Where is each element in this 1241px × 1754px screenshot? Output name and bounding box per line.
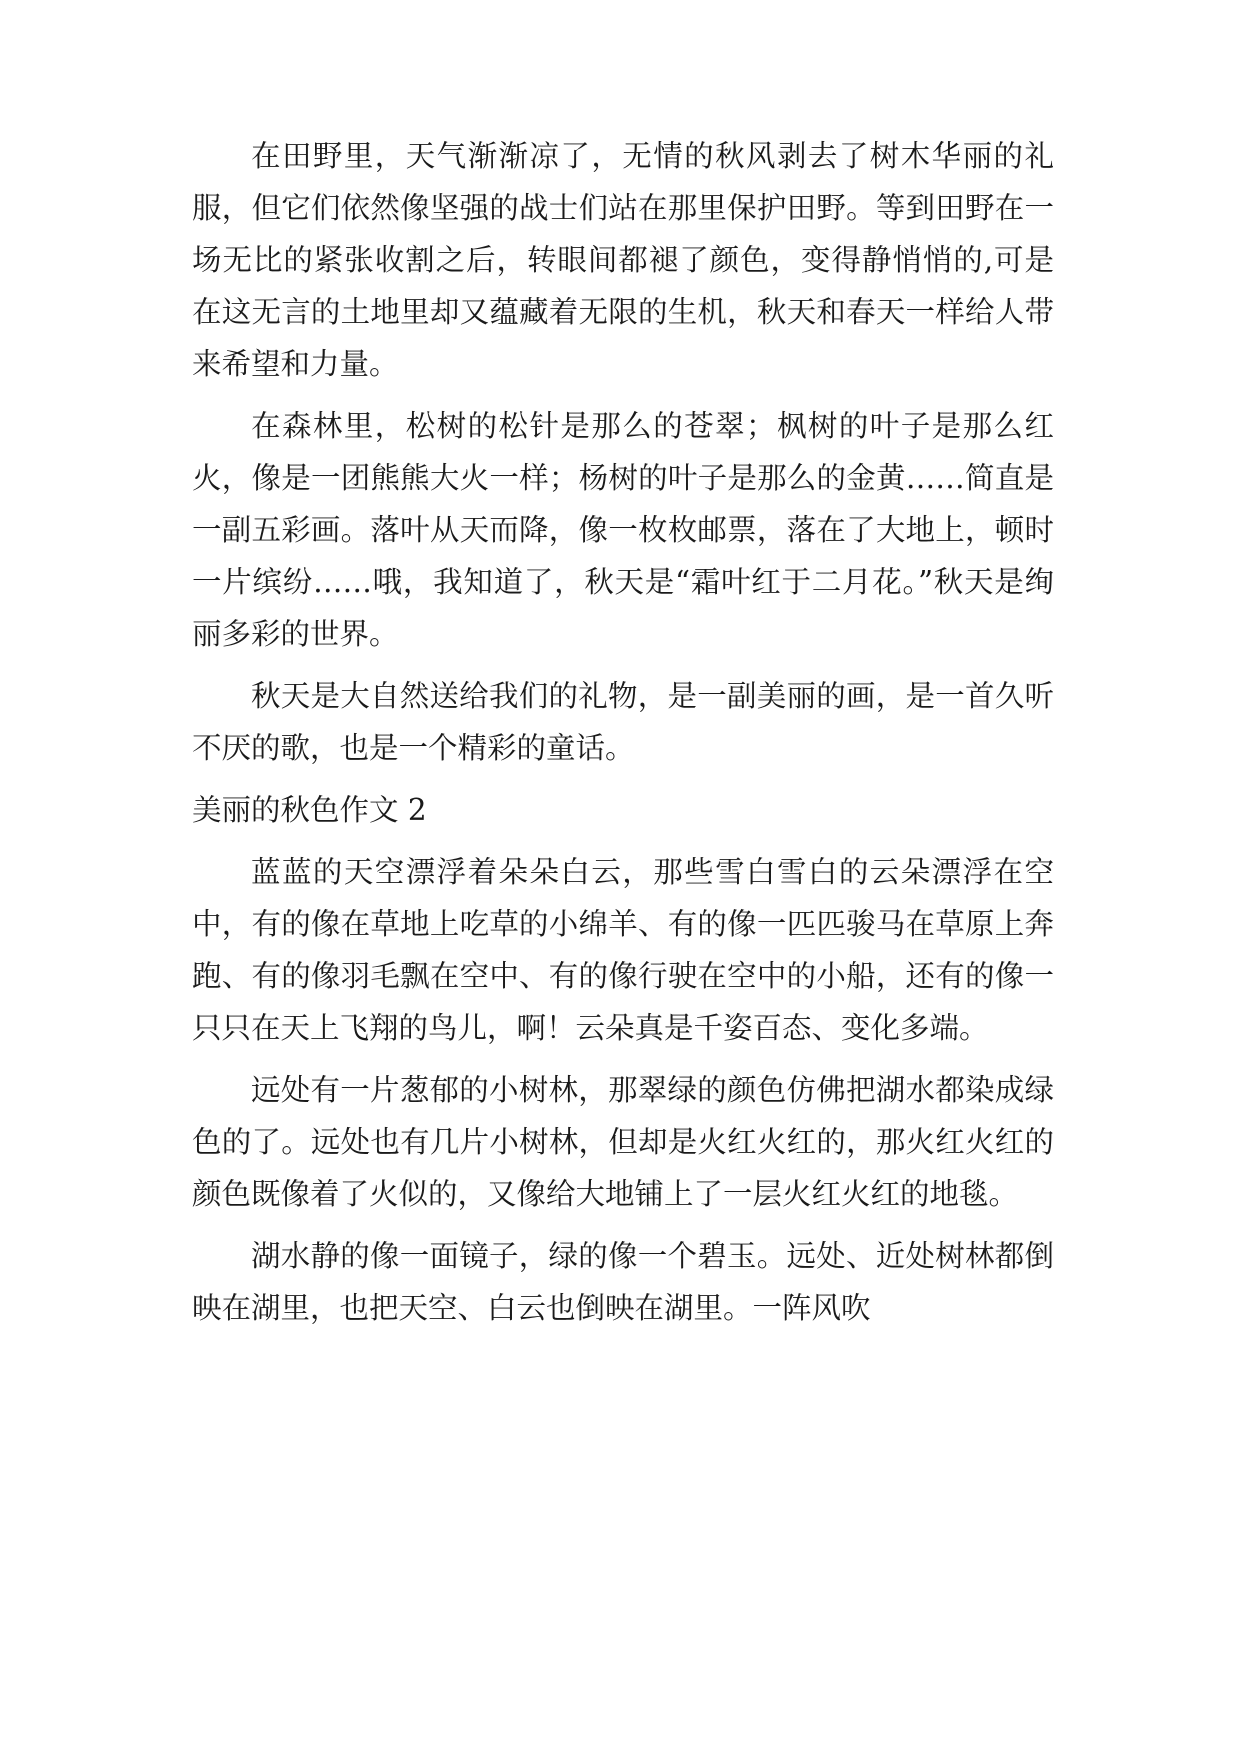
paragraph-forest: 在森林里，松树的松针是那么的苍翠；枫树的叶子是那么红火，像是一团熊熊大火一样；杨树的叶子是那么的金黄……简直是一副五彩画。落叶从天而降，像一枚枚邮票，落在了大地上，顿时一片缤纷……哦，我知道了，秋天是“霜叶红于二月花。”秋天是绚丽多彩的世界。	[192, 409, 1054, 651]
section-heading: 美丽的秋色作文 2	[192, 793, 427, 827]
paragraph-clouds: 蓝蓝的天空漂浮着朵朵白云，那些雪白雪白的云朵漂浮在空中，有的像在草地上吃草的小绵羊、有的像一匹匹骏马在草原上奔跑、有的像羽毛飘在空中、有的像行驶在空中的小船，还有的像一只只在天上飞翔的鸟儿，啊！云朵真是千姿百态、变化多端。	[192, 855, 1054, 1045]
paragraph-lake: 湖水静的像一面镜子，绿的像一个碧玉。远处、近处树林都倒映在湖里，也把天空、白云也倒映在湖里。一阵风吹	[192, 1239, 1054, 1325]
paragraph-woods: 远处有一片葱郁的小树林，那翠绿的颜色仿佛把湖水都染成绿色的了。远处也有几片小树林，但却是火红火红的，那火红火红的颜色既像着了火似的，又像给大地铺上了一层火红火红的地毯。	[192, 1073, 1054, 1211]
document-body	[192, 130, 1054, 1344]
paragraph-fields: 在田野里，天气渐渐凉了，无情的秋风剥去了树木华丽的礼服，但它们依然像坚强的战士们站在那里保护田野。等到田野在一场无比的紧张收割之后，转眼间都褪了颜色，变得静悄悄的,可是在这无言的土地里却又蕴藏着无限的生机，秋天和春天一样给人带来希望和力量。	[192, 139, 1054, 381]
paragraph-gift: 秋天是大自然送给我们的礼物，是一副美丽的画，是一首久听不厌的歌，也是一个精彩的童话。	[192, 679, 1054, 765]
